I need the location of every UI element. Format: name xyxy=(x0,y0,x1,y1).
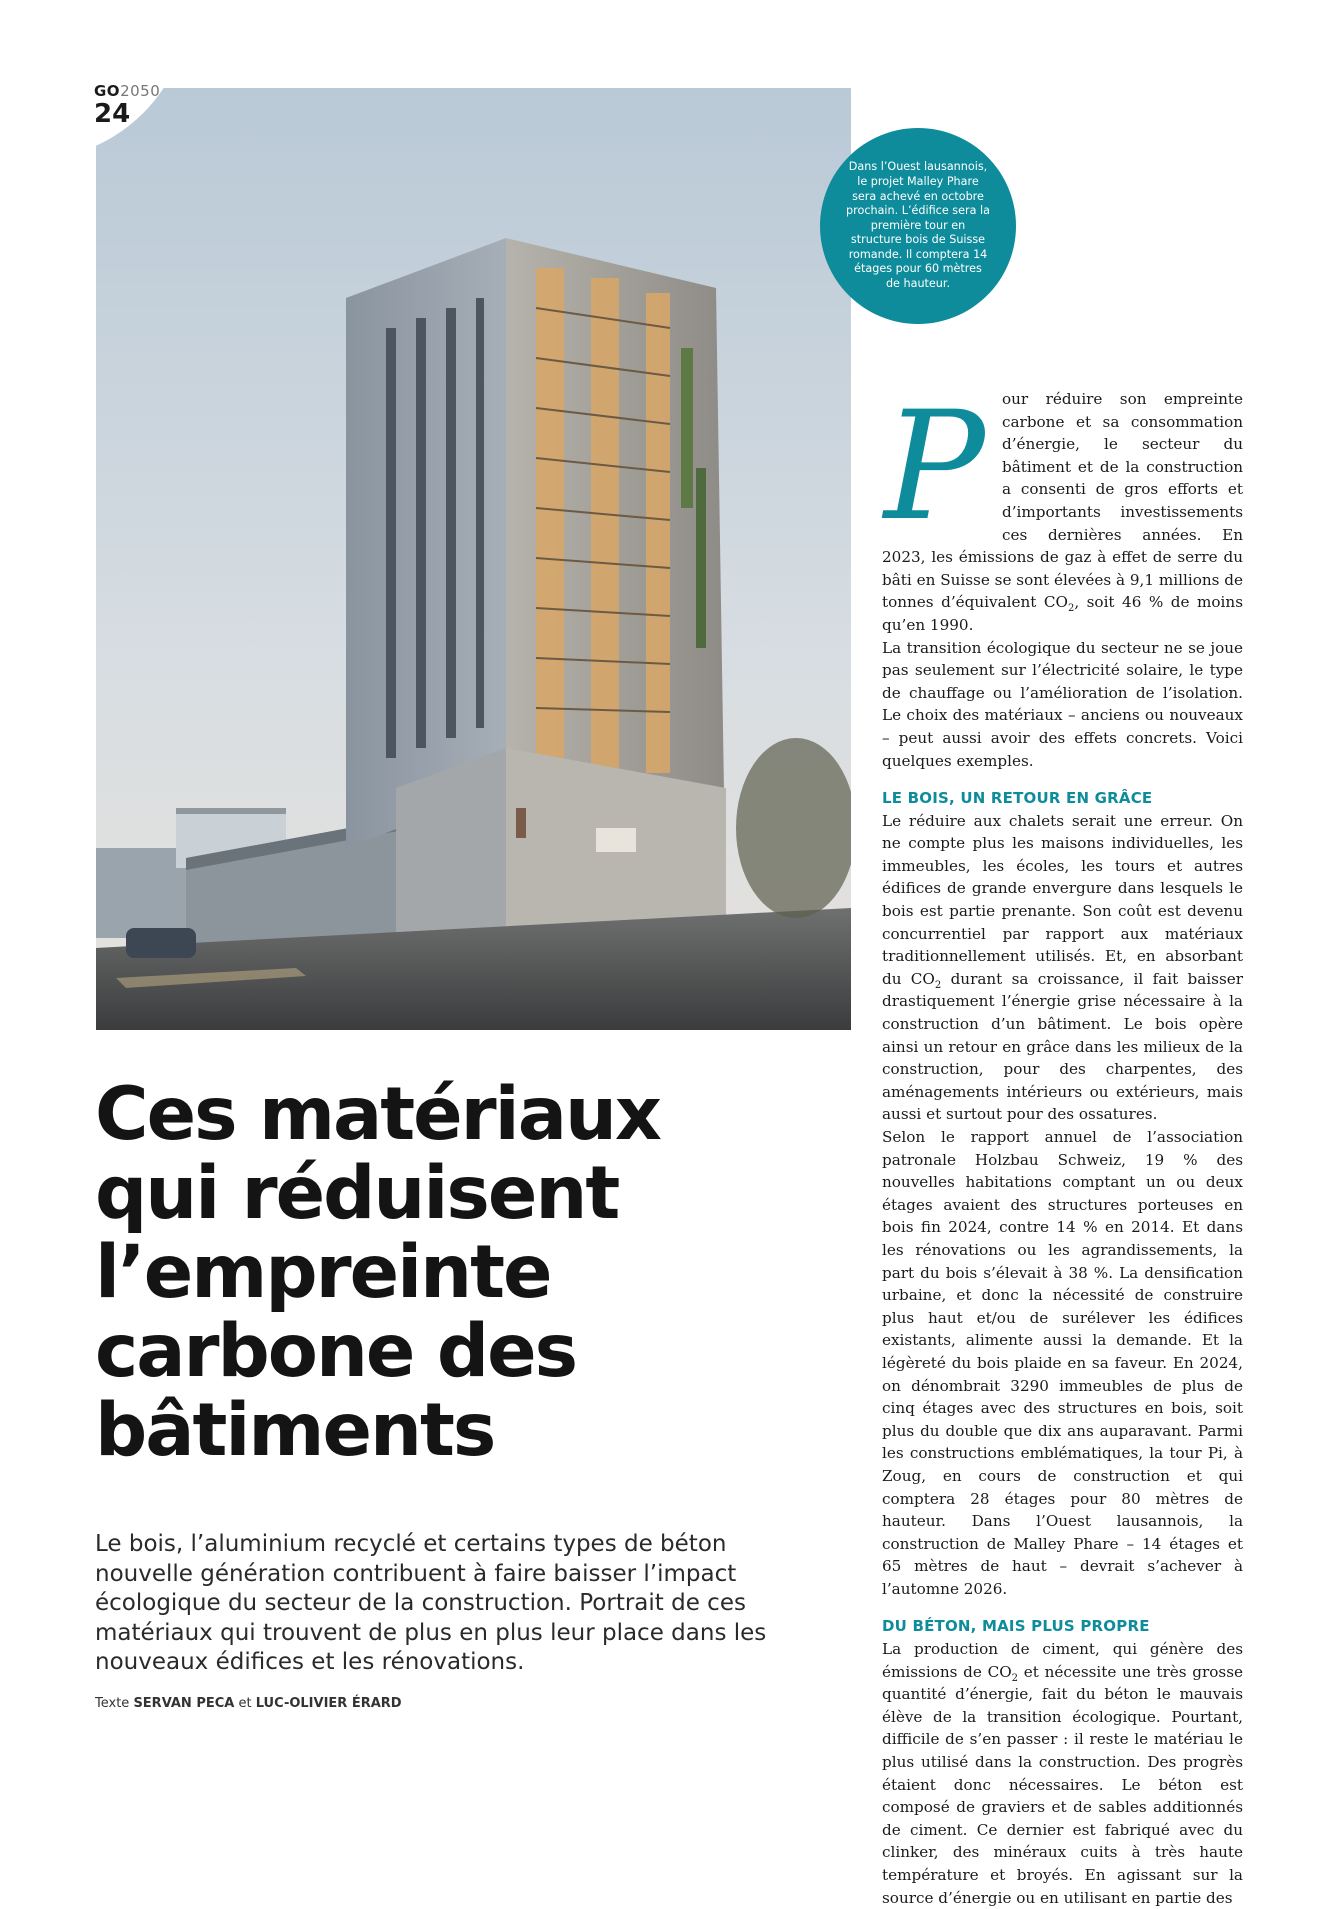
s2-paragraph-1 xyxy=(882,1638,1243,1909)
s1-sub: 2 xyxy=(934,979,942,991)
caption-text: Dans l’Ouest lausannois, le projet Malley Phare sera achevé en octobre prochain. L’édifice sera la première tour en structure bois de Suisse romande. Il comptera 14 étages pour 60 mètres de hauteur. xyxy=(846,160,990,291)
caption-bubble xyxy=(820,128,1016,324)
dropcap-letter: P xyxy=(884,390,985,540)
author-2: LUC-OLIVIER ÉRARD xyxy=(255,1696,402,1711)
intro-sub: 2 xyxy=(1067,603,1075,615)
brand-year: 2050 xyxy=(120,82,161,100)
intro-paragraph-2: La transition écologique du secteur ne se joue pas seulement sur l’électricité solaire, le type de chauffage ou l’amélioration de l’isolation. Le choix des matériaux – anciens ou nouveaux – peut aussi avoir des effets concrets. Voici quelques exemples. xyxy=(882,638,1243,770)
tower-illustration xyxy=(96,88,851,1030)
section-1-title: LE BOIS, UN RETOUR EN GRÂCE xyxy=(882,789,1153,808)
lead-paragraph: Le bois, l’aluminium recyclé et certains types de béton nouvelle génération contribuent à faire baisser l’impact écologique du secteur de la construction. Portrait de ces matériaux qui trouvent de plus en plus leur place dans les nouveaux édifices et les rénovations. xyxy=(95,1531,767,1675)
dropcap xyxy=(874,390,992,540)
s1-text-a: Le réduire aux chalets serait une erreur. On ne compte plus les maisons individuelles, les immeubles, les écoles, les tours et autres édifices de grande envergure dans lesquels le bois est partie prenante. Son coût est devenu concurrentiel par rapport aux matériaux traditionnellement utilisés. Et, en absorbant du CO xyxy=(882,811,1243,988)
folio xyxy=(94,84,160,127)
headline: Ces matériaux qui réduisent l’empreinte carbone des bâtiments xyxy=(95,1072,661,1473)
byline xyxy=(95,1696,402,1711)
article-column xyxy=(882,388,1243,1909)
s1-paragraph-2: Selon le rapport annuel de l’association patronale Holzbau Schweiz, 19 % des nouvelles habitations comptant un ou deux étages avaient des structures porteuses en bois fin 2024, contre 14 % en 2014. Et dans les rénovations ou les agrandissements, la part du bois s’élevait à 38 %. La densification urbaine, et donc la nécessité de construire plus haut et/ou de surélever les édifices existants, alimente aussi la demande. Et la légèreté du bois plaide en sa faveur. En 2024, on dénombrait 3290 immeubles de plus de cinq étages avec des structures en bois, soit plus du double que dix ans auparavant. Parmi les constructions emblématiques, la tour Pi, à Zoug, en cours de construction et qui comptera 28 étages pour 80 mètres de hauteur. Dans l’Ouest lausannois, la construction de Malley Phare – 14 étages et 65 mètres de haut – devrait s’achever à l’automne 2026. xyxy=(882,1128,1243,1598)
page-number: 24 xyxy=(94,99,131,129)
s2-text-a: La production de ciment, qui génère des émissions de CO xyxy=(882,1640,1243,1681)
intro-text-a: our réduire son empreinte carbone et sa consommation d’énergie, le secteur du bâtiment et de la construction a consenti de gros efforts et d’importants investissements ces dernières années. En 2023, les émissions de gaz à effet de serre du bâti en Suisse se sont élevées à 9,1 millions de tonnes d’équivalent CO xyxy=(882,390,1243,612)
s2-sub: 2 xyxy=(1011,1672,1019,1684)
brand-name: GO xyxy=(94,82,121,100)
author-1: SERVAN PECA xyxy=(133,1696,235,1711)
byline-conj: et xyxy=(234,1696,256,1711)
s1-paragraph-1 xyxy=(882,810,1243,1126)
s1-text-b: durant sa croissance, il fait baisser drastiquement l’énergie grise nécessaire à la construction d’un bâtiment. Le bois opère ainsi un retour en grâce dans les milieux de la construction, pour des charpentes, des aménagements intérieurs ou extérieurs, mais aussi et surtout pour des ossatures. xyxy=(882,969,1243,1124)
tower-photo xyxy=(96,88,851,1030)
section-2-title: DU BÉTON, MAIS PLUS PROPRE xyxy=(882,1617,1150,1636)
s2-text-b: et nécessite une très grosse quantité d’énergie, fait du béton le mauvais élève de la transition écologique. Pourtant, difficile de s’en passer : il reste le matériau le plus utilisé dans la construction. Des progrès étaient donc nécessaires. Le béton est composé de graviers et de sables additionnés de ciment. Ce dernier est fabriqué avec du clinker, des minéraux cuits à très haute température et broyés. En agissant sur la source d’énergie ou en utilisant en partie des xyxy=(882,1662,1243,1907)
byline-prefix: Texte xyxy=(95,1696,134,1711)
intro-text-b: , soit 46 % de moins qu’en 1990. xyxy=(882,593,1243,634)
